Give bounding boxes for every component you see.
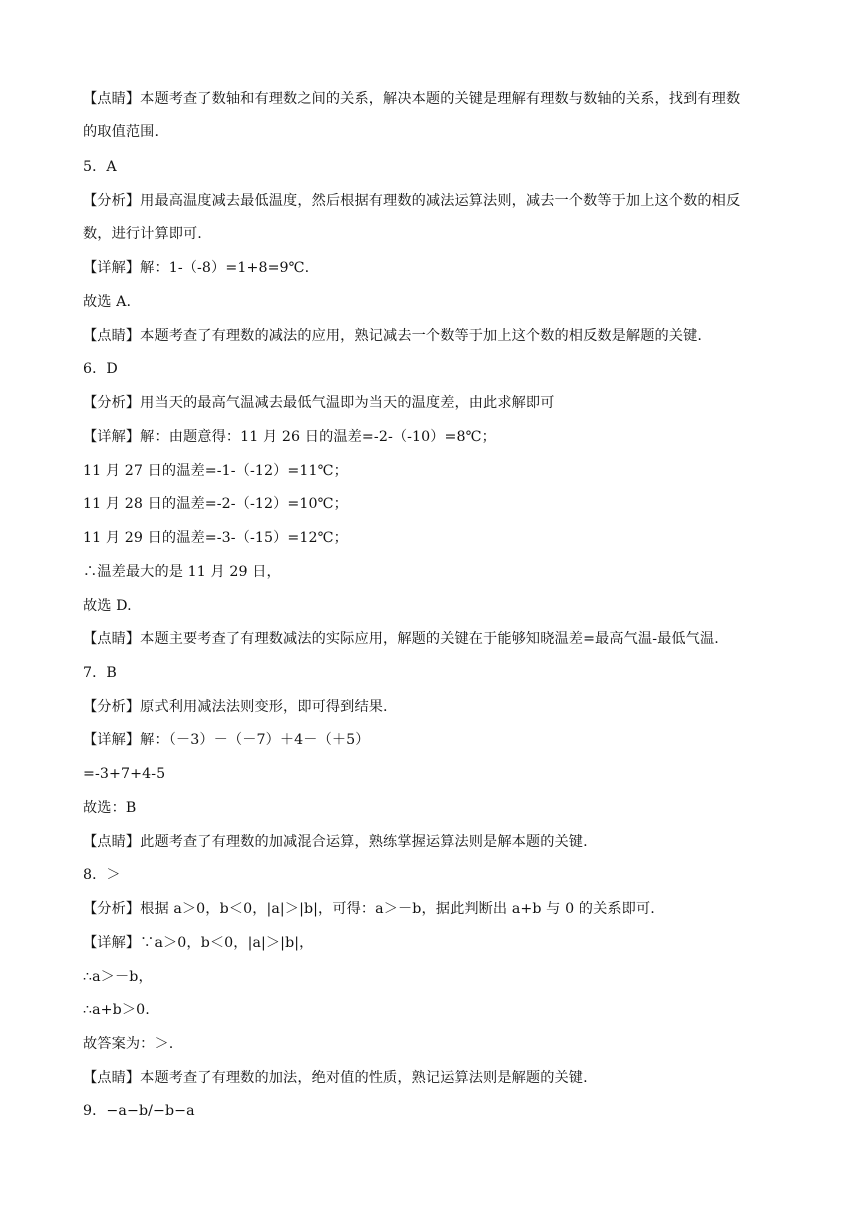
text-line-fenxi-7: 【分析】原式利用减法法则变形，即可得到结果. (83, 699, 388, 715)
answer-heading-9: 9．−a−b/−b−a (83, 1103, 195, 1119)
answer-heading-7: 7．B (83, 665, 117, 681)
text-line-xiangjie-6-b: 11 月 27 日的温差=-1-（-12）=11℃； (83, 463, 348, 479)
answer-heading-6: 6．D (83, 361, 118, 377)
answer-heading-8: 8．＞ (83, 867, 121, 883)
answer-heading-5: 5．A (83, 159, 117, 175)
text-line-fenxi-5: 【分析】用最高温度减去最低温度，然后根据有理数的减法运算法则，减去一个数等于加上这个数的相反 (83, 193, 741, 209)
text-line-xiangjie-8: 【详解】∵a＞0，b＜0，|a|＞|b|， (83, 935, 314, 951)
text-line-guxuan-7: 故选：B (83, 800, 137, 816)
text-line-guxuan-6: 故选 D. (83, 598, 132, 614)
text-line-step-8-a: ∴a＞－b， (83, 969, 153, 985)
text-line-dianjing-8: 【点睛】本题考查了有理数的加法，绝对值的性质，熟记运算法则是解题的关键. (83, 1070, 588, 1086)
text-line-conclusion-6: ∴温差最大的是 11 月 29 日， (83, 564, 281, 580)
text-line-xiangjie-6-c: 11 月 28 日的温差=-2-（-12）=10℃； (83, 496, 348, 512)
text-line-dianjing-6: 【点睛】本题主要考查了有理数减法的实际应用，解题的关键在于能够知晓温差=最高气温-最低气温. (83, 631, 719, 647)
text-line-dianjing-5: 【点睛】本题考查了有理数的减法的应用，熟记减去一个数等于加上这个数的相反数是解题的关键. (83, 328, 702, 344)
text-line-equation-7: =-3+7+4-5 (83, 766, 166, 782)
text-line-fenxi-5-cont: 数，进行计算即可. (83, 226, 202, 242)
text-line-xiangjie-7: 【详解】解：（－3）－（－7）＋4－（＋5） (83, 732, 370, 748)
text-line-fenxi-6: 【分析】用当天的最高气温减去最低气温即为当天的温度差，由此求解即可 (83, 395, 555, 411)
text-line-xiangjie-5: 【详解】解：1-（-8）=1+8=9℃. (83, 260, 310, 276)
text-line-fenxi-8: 【分析】根据 a＞0，b＜0，|a|＞|b|，可得：a＞－b，据此判断出 a+b 与 0 的关系即可. (83, 901, 655, 917)
text-line-step-8-b: ∴a+b＞0. (83, 1002, 150, 1018)
text-line-xiangjie-6-d: 11 月 29 日的温差=-3-（-15）=12℃； (83, 530, 348, 546)
text-line-xiangjie-6: 【详解】解：由题意得：11 月 26 日的温差=-2-（-10）=8℃； (83, 429, 496, 445)
text-line-dianjing-7: 【点睛】此题考查了有理数的加减混合运算，熟练掌握运算法则是解本题的关键. (83, 834, 588, 850)
text-line-guxuan-5: 故选 A. (83, 294, 132, 310)
text-line-dianjing-4: 【点睛】本题考查了数轴和有理数之间的关系，解决本题的关键是理解有理数与数轴的关系，找到有理数 (83, 91, 741, 107)
text-line-dianjing-4-cont: 的取值范围. (83, 124, 160, 140)
text-line-answer-8: 故答案为：＞. (83, 1036, 174, 1052)
